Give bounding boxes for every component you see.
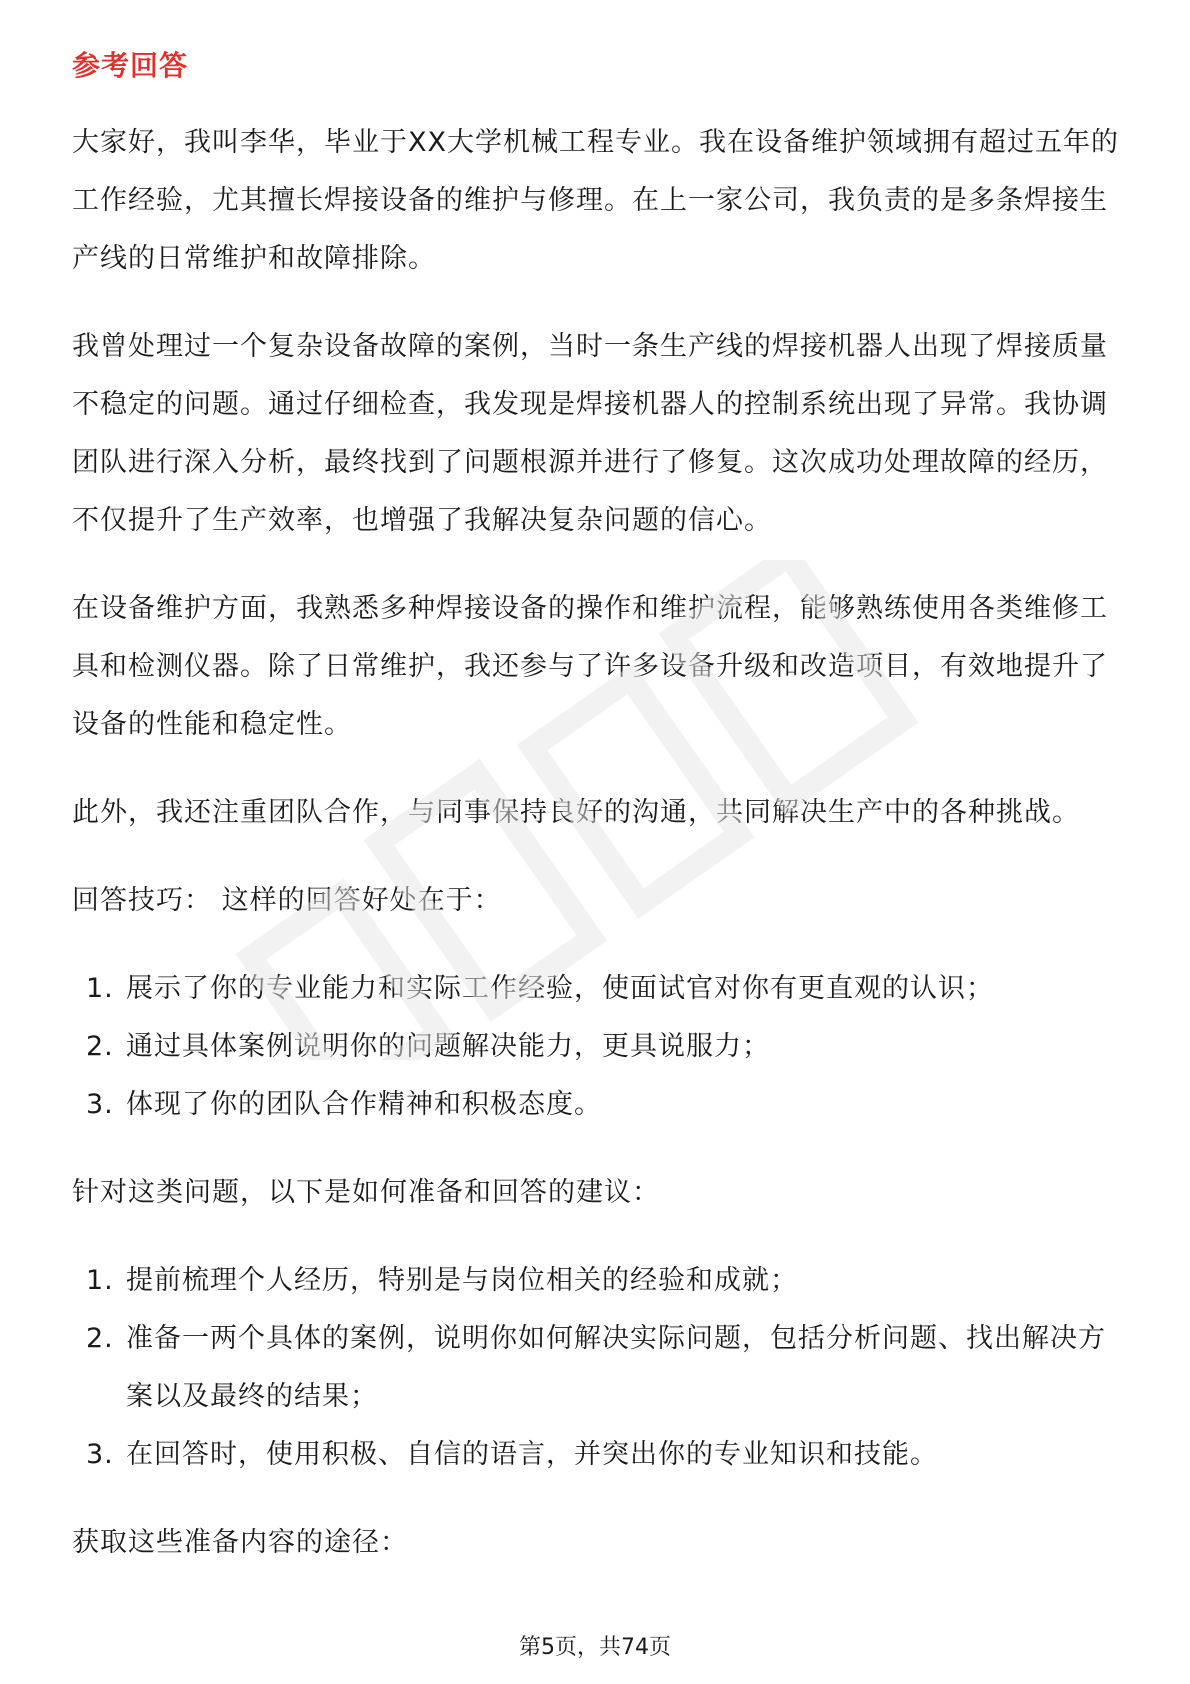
- list-text: 在回答时，使用积极、自信的语言，并突出你的专业知识和技能。: [126, 1439, 938, 1470]
- advice-intro: 针对这类问题，以下是如何准备和回答的建议：: [72, 1177, 660, 1208]
- sources-intro: 获取这些准备内容的途径：: [72, 1527, 408, 1558]
- list-number: 1.: [86, 973, 114, 1004]
- list-number: 3.: [86, 1089, 114, 1120]
- list-text: 通过具体案例说明你的问题解决能力，更具说服力；: [126, 1031, 770, 1062]
- list-number: 2.: [86, 1323, 114, 1354]
- list-text: 准备一两个具体的案例，说明你如何解决实际问题，包括分析问题、找出解决方案以及最终的结果；: [126, 1323, 1106, 1412]
- list-text: 展示了你的专业能力和实际工作经验，使面试官对你有更直观的认识；: [126, 973, 994, 1004]
- tips-list: [72, 960, 1132, 1134]
- list-item: [72, 960, 1132, 1018]
- list-item: [72, 1426, 1132, 1484]
- list-text: 提前梳理个人经历，特别是与岗位相关的经验和成就；: [126, 1265, 798, 1296]
- list-number: 1.: [86, 1265, 114, 1296]
- advice-list: [72, 1252, 1132, 1484]
- list-item: [72, 1310, 1132, 1426]
- paragraph-teamwork: 此外，我还注重团队合作，与同事保持良好的沟通，共同解决生产中的各种挑战。: [72, 797, 1080, 828]
- paragraph-maintenance: 在设备维护方面，我熟悉多种焊接设备的操作和维护流程，能够熟练使用各类维修工具和检测仪器。除了日常维护，我还参与了许多设备升级和改造项目，有效地提升了设备的性能和稳定性。: [72, 593, 1108, 740]
- list-text: 体现了你的团队合作精神和积极态度。: [126, 1089, 602, 1120]
- paragraph-intro: 大家好，我叫李华，毕业于XX大学机械工程专业。我在设备维护领域拥有超过五年的工作经验，尤其擅长焊接设备的维护与修理。在上一家公司，我负责的是多条焊接生产线的日常维护和故障排除。: [72, 127, 1119, 274]
- tips-intro: 回答技巧： 这样的回答好处在于：: [72, 885, 502, 916]
- document-page: [72, 40, 1132, 1602]
- list-item: [72, 1018, 1132, 1076]
- paragraph-case: 我曾处理过一个复杂设备故障的案例，当时一条生产线的焊接机器人出现了焊接质量不稳定的问题。通过仔细检查，我发现是焊接机器人的控制系统出现了异常。我协调团队进行深入分析，最终找到了问题根源并进行了修复。这次成功处理故障的经历，不仅提升了生产效率，也增强了我解决复杂问题的信心。: [72, 331, 1108, 536]
- page-number: 第5页，共74页: [519, 1635, 671, 1660]
- section-title: 参考回答: [72, 49, 189, 82]
- list-number: 2.: [86, 1031, 114, 1062]
- list-number: 3.: [86, 1439, 114, 1470]
- list-item: [72, 1252, 1132, 1310]
- list-item: [72, 1076, 1132, 1134]
